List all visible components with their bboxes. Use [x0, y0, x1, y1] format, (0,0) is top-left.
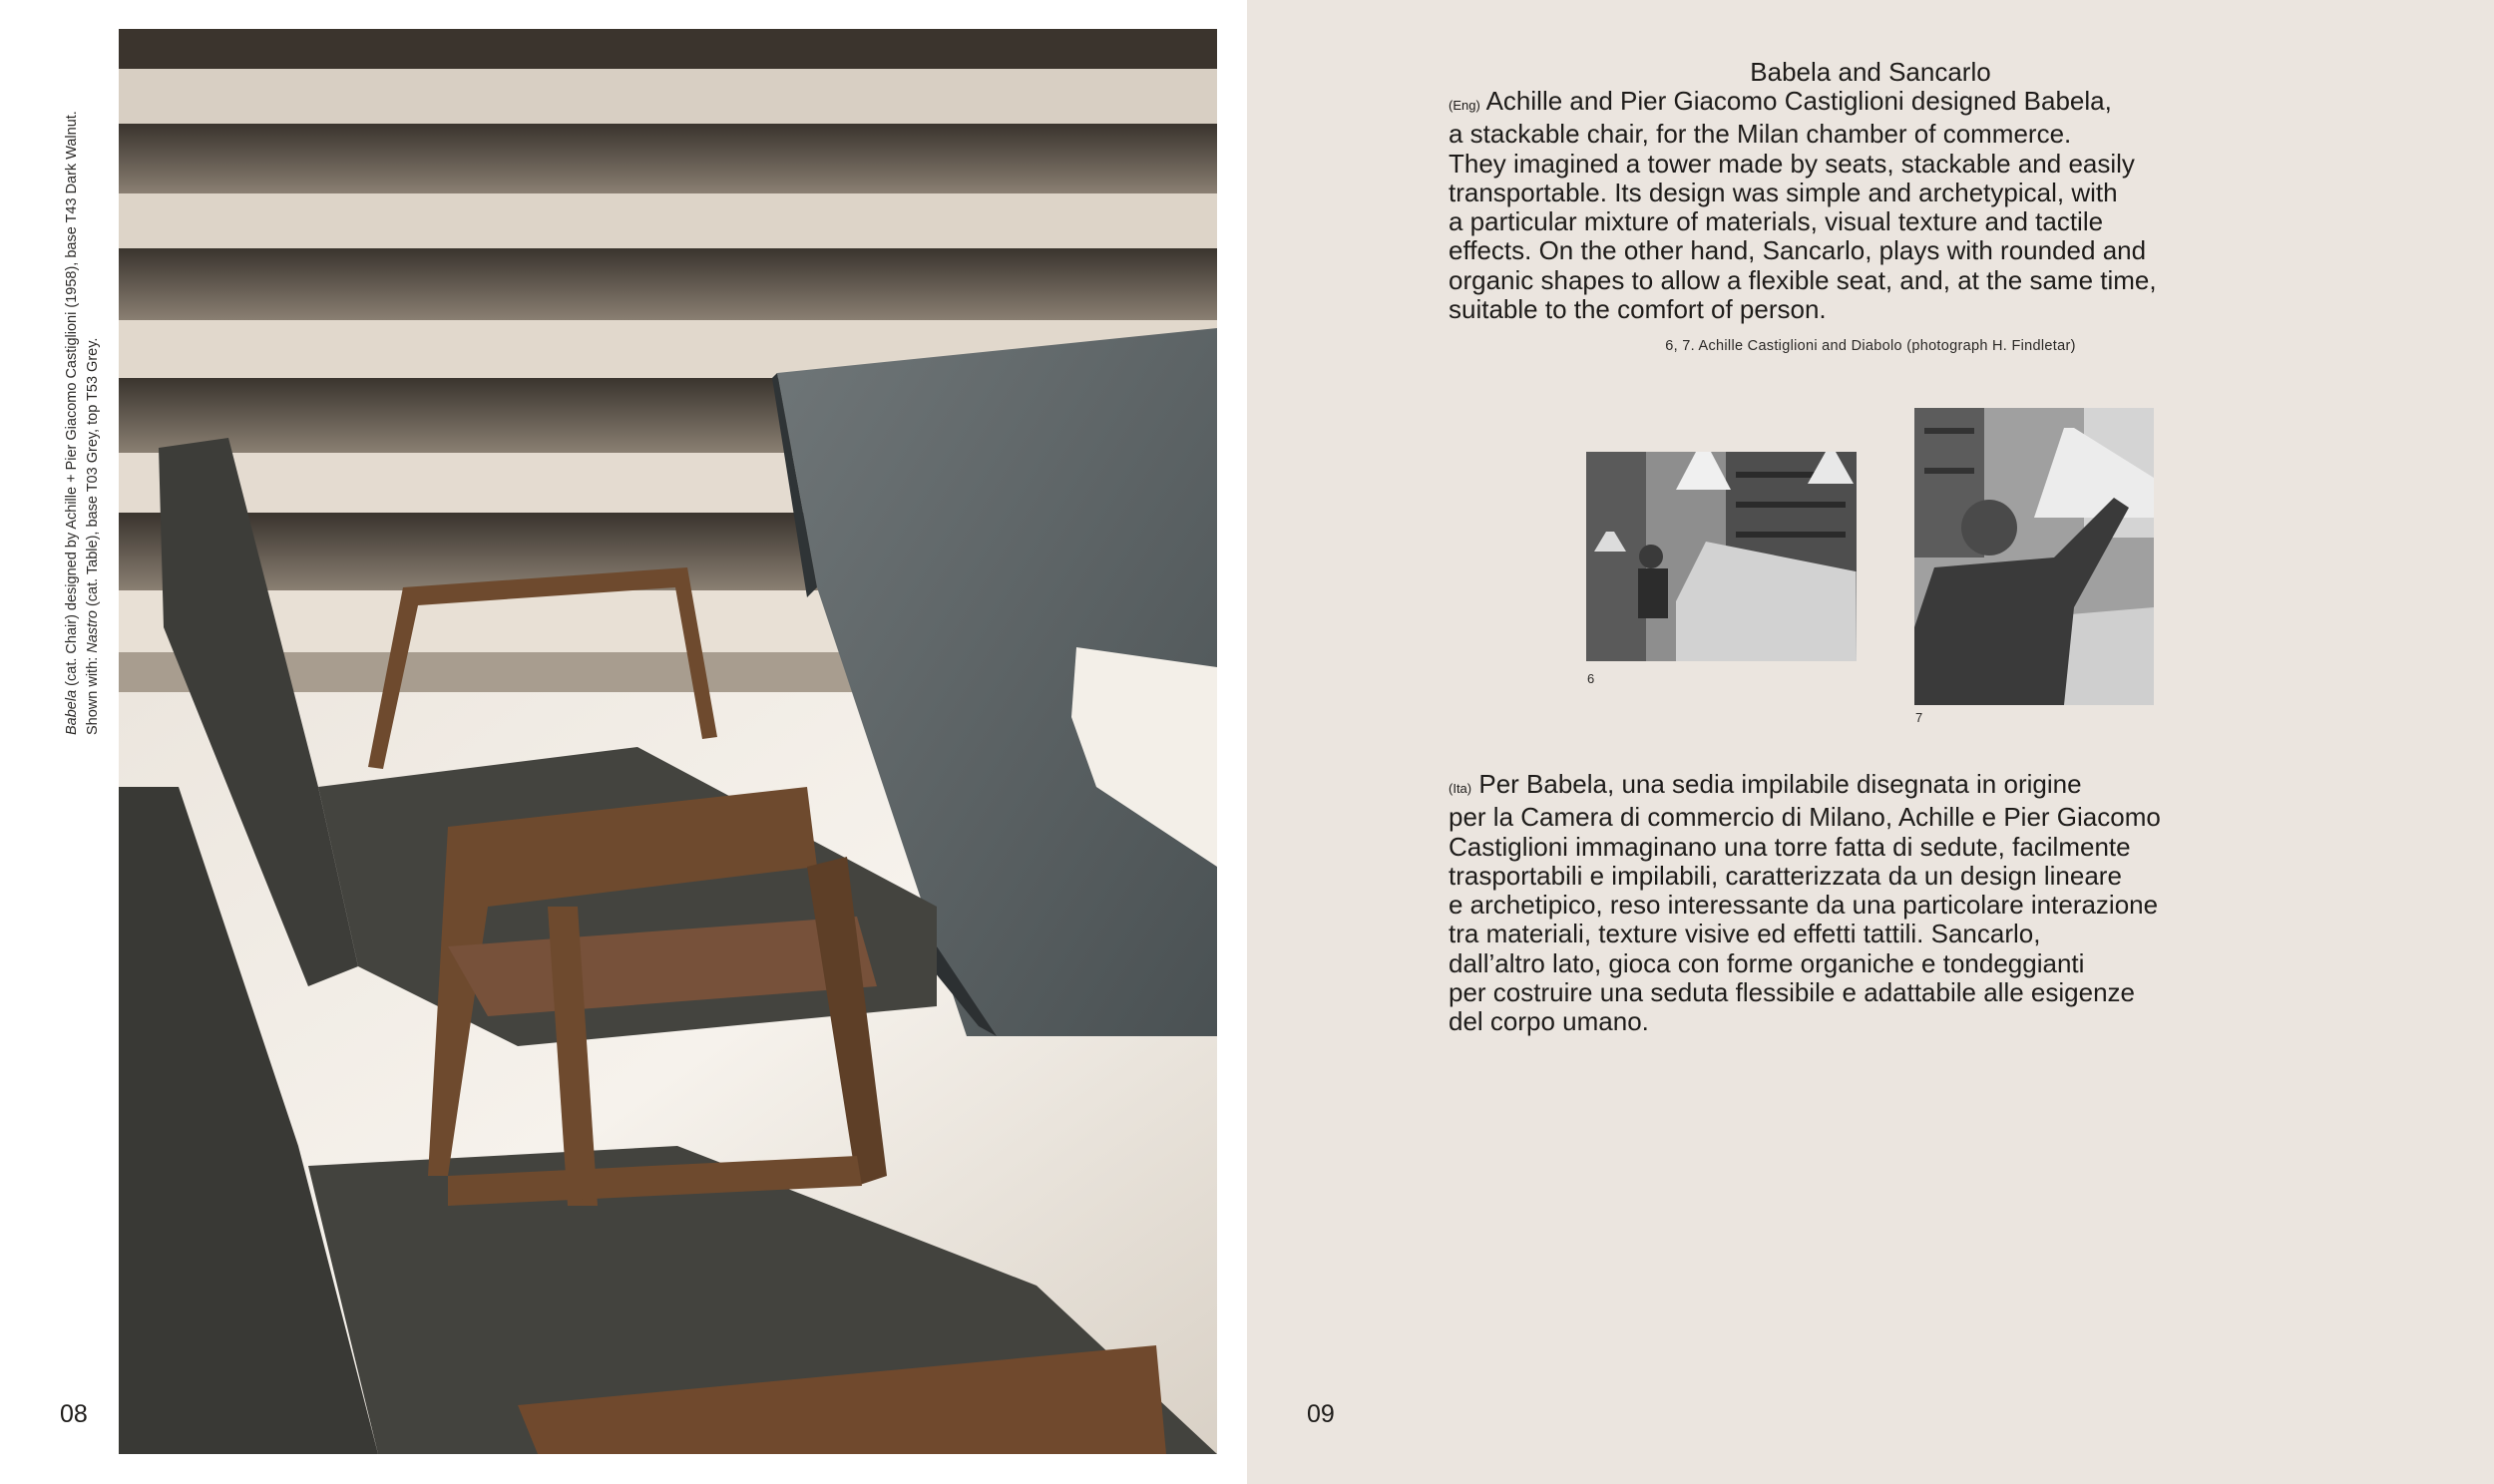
caption-line-2 — [83, 57, 104, 735]
italian-line: per la Camera di commercio di Milano, Achille e Pier Giacomo — [1449, 802, 2161, 833]
english-paragraph — [1449, 87, 2286, 324]
english-line: effects. On the other hand, Sancarlo, plays with rounded and — [1449, 235, 2147, 266]
english-line: They imagined a tower made by seats, stackable and easily — [1449, 148, 2135, 179]
english-line: suitable to the comfort of person. — [1449, 294, 1827, 325]
caption-product-name: Babela — [64, 689, 80, 735]
page-number-right: 09 — [1307, 1400, 1335, 1428]
caption-line-2-text: (cat. Table), base T03 Grey, top T53 Grey. — [85, 337, 101, 611]
caption-line-1-text: (cat. Chair) designed by Achille + Pier Giacomo Castiglioni (1958), base T43 Dark Walnut. — [64, 111, 80, 690]
thumbnail-photo-6 — [1586, 452, 1857, 661]
italian-line: dall’altro lato, gioca con forme organiche e tondeggianti — [1449, 947, 2085, 978]
thumbnail-number-7: 7 — [1915, 710, 1923, 725]
studio-photo-illustration — [1586, 452, 1857, 661]
italian-line: e archetipico, reso interessante da una particolare interazione — [1449, 890, 2159, 921]
italian-paragraph — [1449, 770, 2286, 1037]
italian-line-1 — [1449, 770, 2286, 803]
caption-table-name: Nastro — [85, 610, 101, 653]
caption-line-2-prefix: Shown with: — [85, 652, 101, 735]
caption-line-1 — [62, 57, 83, 735]
italian-line: tra materiali, texture visive ed effetti tattili. Sancarlo, — [1449, 919, 2041, 949]
english-line: organic shapes to allow a flexible seat, and, at the same time, — [1449, 264, 2157, 295]
english-line-1 — [1449, 87, 2286, 120]
portrait-photo-illustration — [1914, 408, 2154, 705]
chair-photo-illustration — [119, 29, 1217, 1454]
page-number-left: 08 — [60, 1400, 88, 1428]
article-title: Babela and Sancarlo — [1750, 57, 1991, 87]
italian-line: per costruire una seduta flessibile e adattabile alle esigenze — [1449, 977, 2135, 1008]
main-chair-photo — [119, 29, 1217, 1454]
italian-line-1-text: Per Babela, una sedia impilabile disegnata in origine — [1478, 769, 2082, 799]
italian-language-tag: (Ita) — [1449, 781, 1472, 796]
english-language-tag: (Eng) — [1449, 98, 1480, 113]
english-line-1-text: Achille and Pier Giacomo Castiglioni designed Babela, — [1485, 86, 2112, 116]
english-line: a stackable chair, for the Milan chamber of commerce. — [1449, 119, 2072, 150]
italian-line: Castiglioni immaginano una torre fatta di sedute, facilmente — [1449, 831, 2131, 862]
photo-credit-caption — [62, 57, 104, 735]
thumbnail-photo-7 — [1914, 408, 2154, 705]
english-line: a particular mixture of materials, visual texture and tactile — [1449, 206, 2104, 237]
english-line: transportable. Its design was simple and archetypical, with — [1449, 177, 2118, 207]
photo-caption: 6, 7. Achille Castiglioni and Diabolo (photograph H. Findletar) — [1665, 338, 2076, 354]
italian-line: del corpo umano. — [1449, 1006, 1649, 1037]
thumbnail-number-6: 6 — [1587, 671, 1595, 686]
italian-line: trasportabili e impilabili, caratterizzata da un design lineare — [1449, 860, 2122, 891]
